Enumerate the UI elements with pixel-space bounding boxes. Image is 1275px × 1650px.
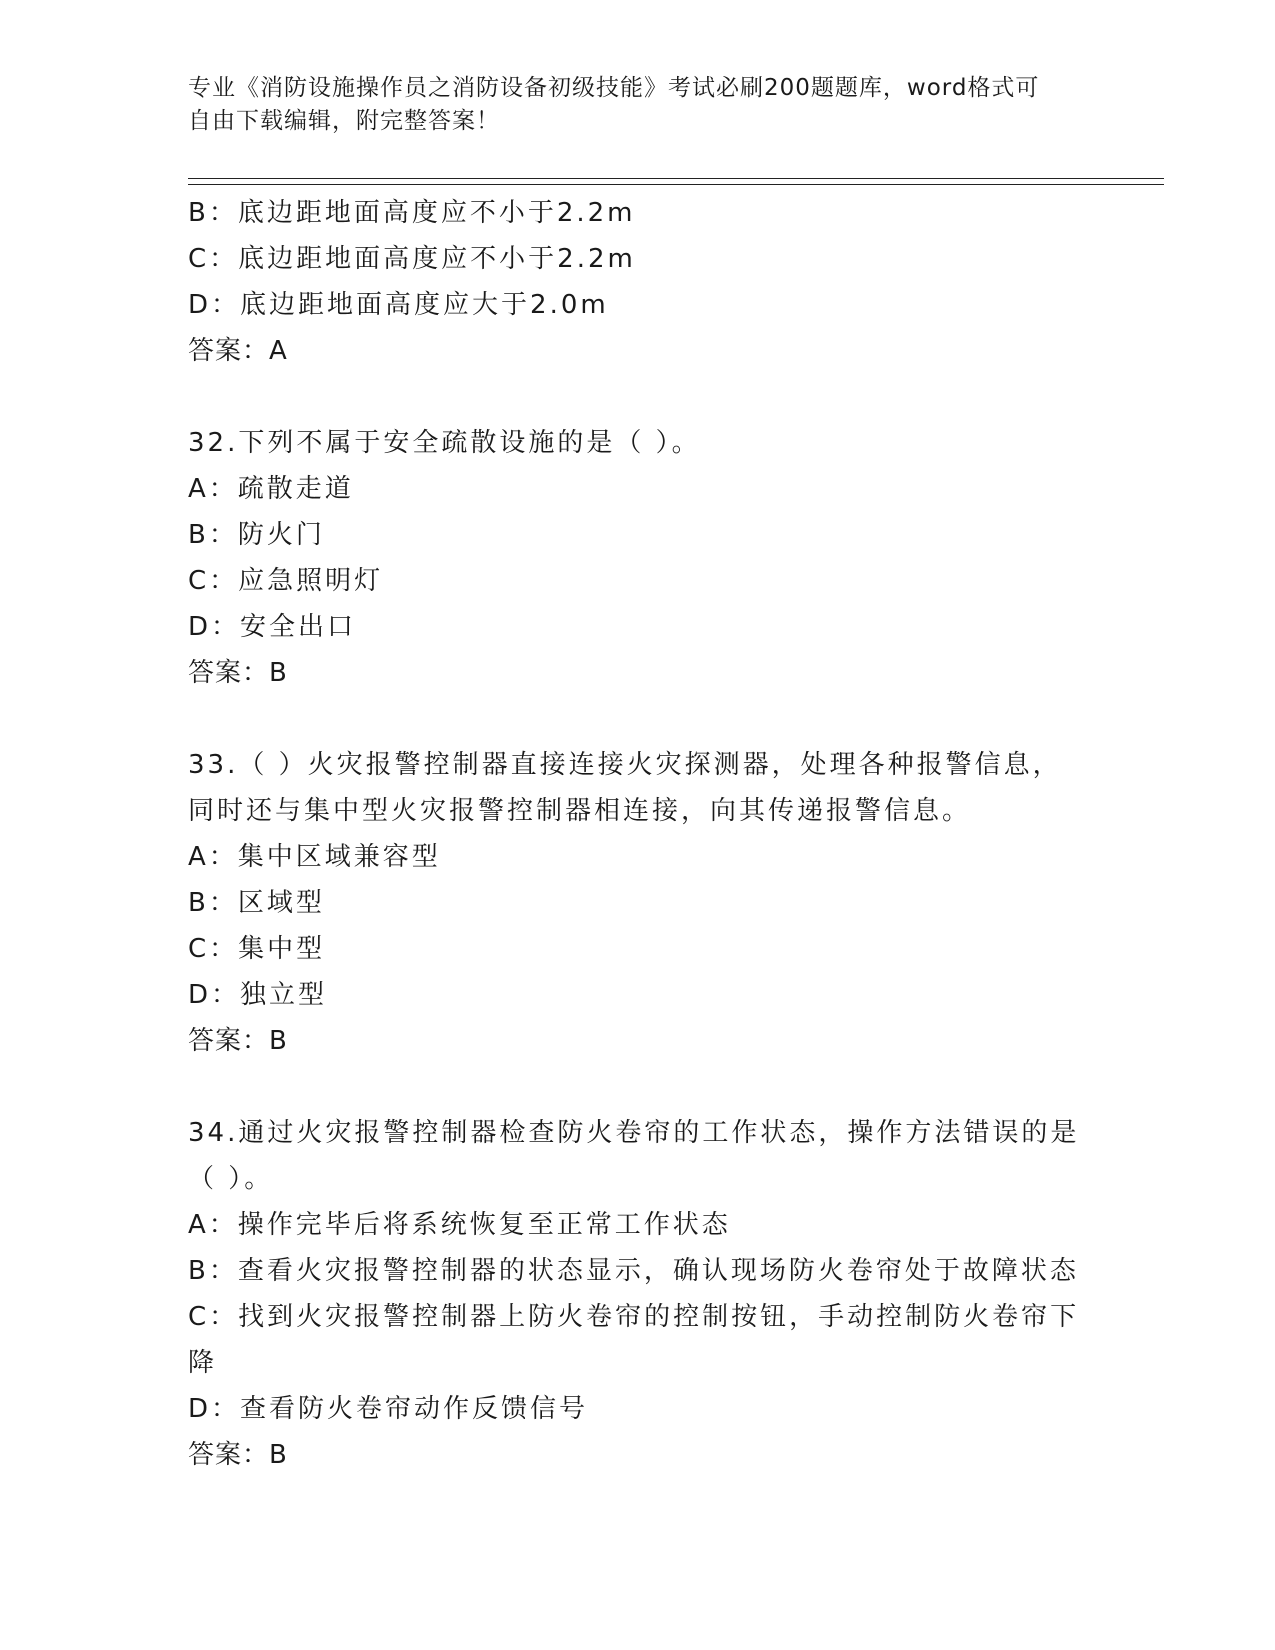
answer: 答案：B [188, 658, 288, 688]
option-a: A：操作完毕后将系统恢复至正常工作状态 [188, 1210, 731, 1240]
spacer [188, 696, 1088, 742]
header-divider-bottom [188, 184, 1164, 185]
spacer [188, 1064, 1088, 1110]
question-stem-line-2: （ ）。 [188, 1164, 274, 1194]
document-header [188, 72, 1088, 138]
question-stem: 32.下列不属于安全疏散设施的是（ ）。 [188, 428, 701, 458]
option-b: B：区域型 [188, 888, 325, 918]
option-c: C：集中型 [188, 934, 326, 964]
option-c-line-2: 降 [188, 1348, 218, 1378]
answer: 答案：B [188, 1440, 288, 1470]
question-stem-line-1: 33.（ ）火灾报警控制器直接连接火灾探测器，处理各种报警信息， [188, 750, 1062, 780]
question-stem-line-2: 同时还与集中型火灾报警控制器相连接，向其传递报警信息。 [188, 796, 972, 826]
answer: 答案：B [188, 1026, 288, 1056]
question-stem-line-1: 34.通过火灾报警控制器检查防火卷帘的工作状态，操作方法错误的是 [188, 1118, 1080, 1148]
option-a: A：集中区域兼容型 [188, 842, 441, 872]
option-d: D：查看防火卷帘动作反馈信号 [188, 1394, 589, 1424]
question-31-fragment [188, 190, 1088, 374]
option-c: C：应急照明灯 [188, 566, 384, 596]
option-c: C：底边距地面高度应不小于2.2m [188, 244, 636, 274]
option-d: D：独立型 [188, 980, 328, 1010]
option-d: D：安全出口 [188, 612, 357, 642]
question-33 [188, 742, 1088, 1064]
question-32 [188, 420, 1088, 696]
header-divider-top [188, 178, 1164, 179]
header-title-line-2: 自由下载编辑，附完整答案！ [188, 108, 500, 134]
question-list [188, 190, 1088, 1478]
option-d: D：底边距地面高度应大于2.0m [188, 290, 609, 320]
option-b: B：防火门 [188, 520, 325, 550]
option-b: B：底边距地面高度应不小于2.2m [188, 198, 636, 228]
question-34 [188, 1110, 1088, 1478]
option-a: A：疏散走道 [188, 474, 354, 504]
spacer [188, 374, 1088, 420]
option-b: B：查看火灾报警控制器的状态显示，确认现场防火卷帘处于故障状态 [188, 1256, 1079, 1286]
header-title-line-1: 专业《消防设施操作员之消防设备初级技能》考试必刷200题题库，word格式可 [188, 75, 1040, 101]
answer: 答案：A [188, 336, 288, 366]
option-c-line-1: C：找到火灾报警控制器上防火卷帘的控制按钮，手动控制防火卷帘下 [188, 1302, 1080, 1332]
